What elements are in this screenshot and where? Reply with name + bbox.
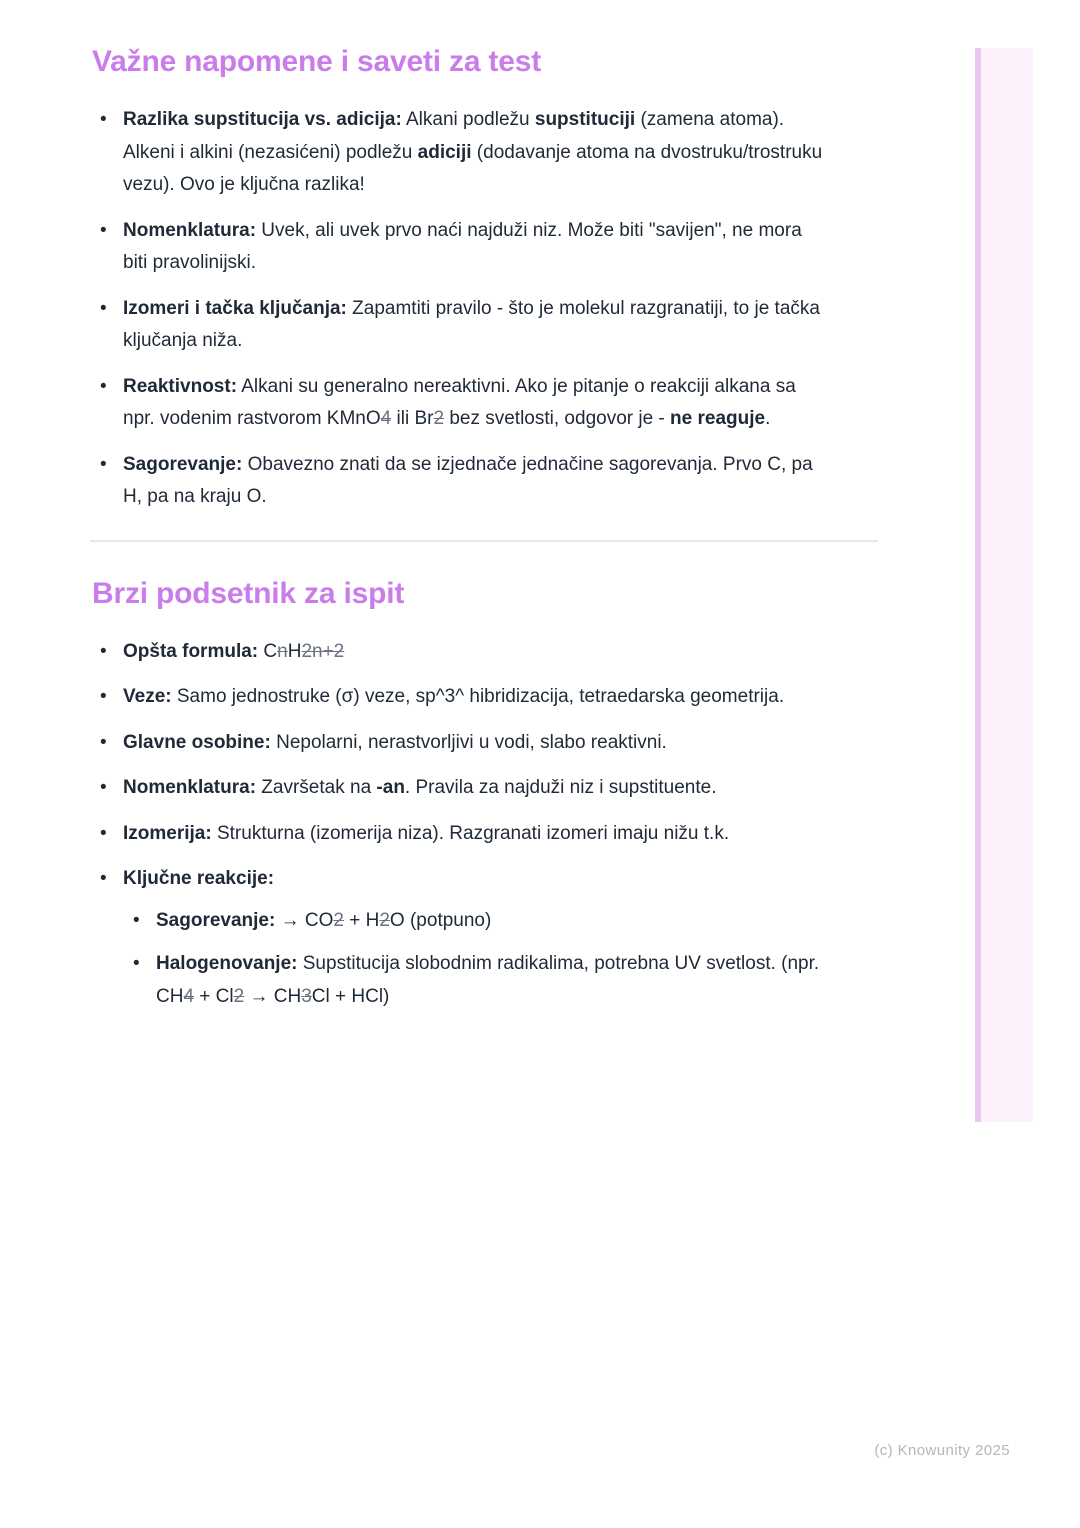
bold-text: Ključne reakcije: [123,868,275,889]
text-segment: → CO [275,909,334,931]
text-segment: Nepolarni, nerastvorljivi u vodi, slabo reaktivni. [270,731,667,753]
struck-subscript-text: 2 [379,909,390,931]
section-exam-reminder [90,576,880,1014]
list-item [90,104,826,202]
text-segment: Alkani su generalno nereaktivni. Ako je pitanje o reakciji alkana sa npr. vodenim rastvorom KMnO [123,375,796,429]
struck-subscript-text: 2 [433,408,445,429]
text-segment: O (potpuno) [389,909,492,931]
section-test-tips [90,44,880,514]
list-item [123,905,826,938]
text-segment: . Pravila za najduži niz i supstituente. [404,777,717,798]
bold-text: Izomerija: [123,822,212,844]
text-segment: ili Br [391,408,434,429]
bold-text: Sagorevanje: [156,909,276,931]
list-item [90,293,826,358]
list-item [90,449,826,514]
list-item [90,215,826,280]
text-segment: Završetak na [256,777,377,798]
list-item [90,636,826,669]
text-segment: Uvek, ali uvek prvo naći najduži niz. Može biti "savijen", ne mora biti pravolinijski. [123,219,802,273]
text-segment: Strukturna (izomerija niza). Razgranati izomeri imaju nižu t.k. [211,822,730,844]
bold-text: supstituciji [534,109,636,130]
bold-text: Opšta formula: [123,640,259,662]
struck-subscript-text: 2n+2 [301,640,345,662]
bold-text: Reaktivnost: [123,375,238,397]
list-item [90,681,826,714]
bold-text: Halogenovanje: [156,953,298,974]
bold-text: ne reaguje [670,408,766,429]
struck-subscript-text: 4 [183,985,195,1007]
list-item [90,863,826,1013]
text-segment: Zapamtiti pravilo - što je molekul razgranatiji, to je tačka ključanja niža. [123,297,820,351]
text-segment: Obavezno znati da se izjednače jednačine sagorevanja. Prvo C, pa H, pa na kraju O. [123,453,813,507]
copyright-text: (c) Knowunity 2025 [874,1442,1010,1459]
text-segment: Supstitucija slobodnim radikalima, potrebna UV svetlost. (npr. CH [156,953,820,1007]
text-segment: (zamena atoma). Alkeni i alkini (nezasićeni) podležu [123,109,785,163]
text-segment: Samo jednostruke (σ) veze, sp^3^ hibridizacija, tetraedarska geometrija. [171,686,785,707]
list-item [123,948,826,1013]
bullet-list-test-tips [90,104,826,514]
text-segment: . [765,408,771,429]
bold-text: Veze: [123,686,172,707]
bold-text: Razlika supstitucija vs. adicija: [123,109,402,130]
bold-text: adiciji [417,141,472,163]
bold-text: Sagorevanje: [123,453,243,475]
text-segment: C [258,640,278,662]
text-segment: → CH [244,985,302,1007]
text-segment: H [287,640,302,662]
section-title-test-tips: Važne napomene i saveti za test [92,45,541,78]
list-item [90,818,826,851]
struck-subscript-text: 2 [233,985,245,1007]
bullet-list-exam-reminder [90,636,826,1014]
list-item [90,371,826,436]
sub-bullet-list [123,905,826,1014]
section-divider [90,540,878,542]
struck-subscript-text: 3 [301,985,312,1007]
bold-text: Nomenklatura: [123,777,257,798]
text-segment: (dodavanje atoma na dvostruku/trostruku vezu). Ovo je ključna razlika! [123,141,823,195]
text-segment: bez svetlosti, odgovor je - [444,408,671,429]
bold-text: -an [376,777,405,798]
struck-subscript-text: 2 [333,909,344,931]
text-segment: + Cl [194,985,234,1007]
page-accent-bar [975,48,1033,1122]
list-item [90,727,826,760]
notes-page-content [90,44,880,1026]
struck-subscript-text: n [277,640,288,662]
text-segment: Cl + HCl) [311,985,390,1007]
section-title-exam-reminder: Brzi podsetnik za ispit [92,576,405,610]
text-segment: Alkani podležu [401,109,535,130]
text-segment: + H [343,909,380,931]
struck-subscript-text: 4 [380,408,392,429]
list-item [90,772,826,805]
bold-text: Glavne osobine: [123,731,271,753]
bold-text: Nomenklatura: [123,219,257,241]
bold-text: Izomeri i tačka ključanja: [123,297,347,319]
